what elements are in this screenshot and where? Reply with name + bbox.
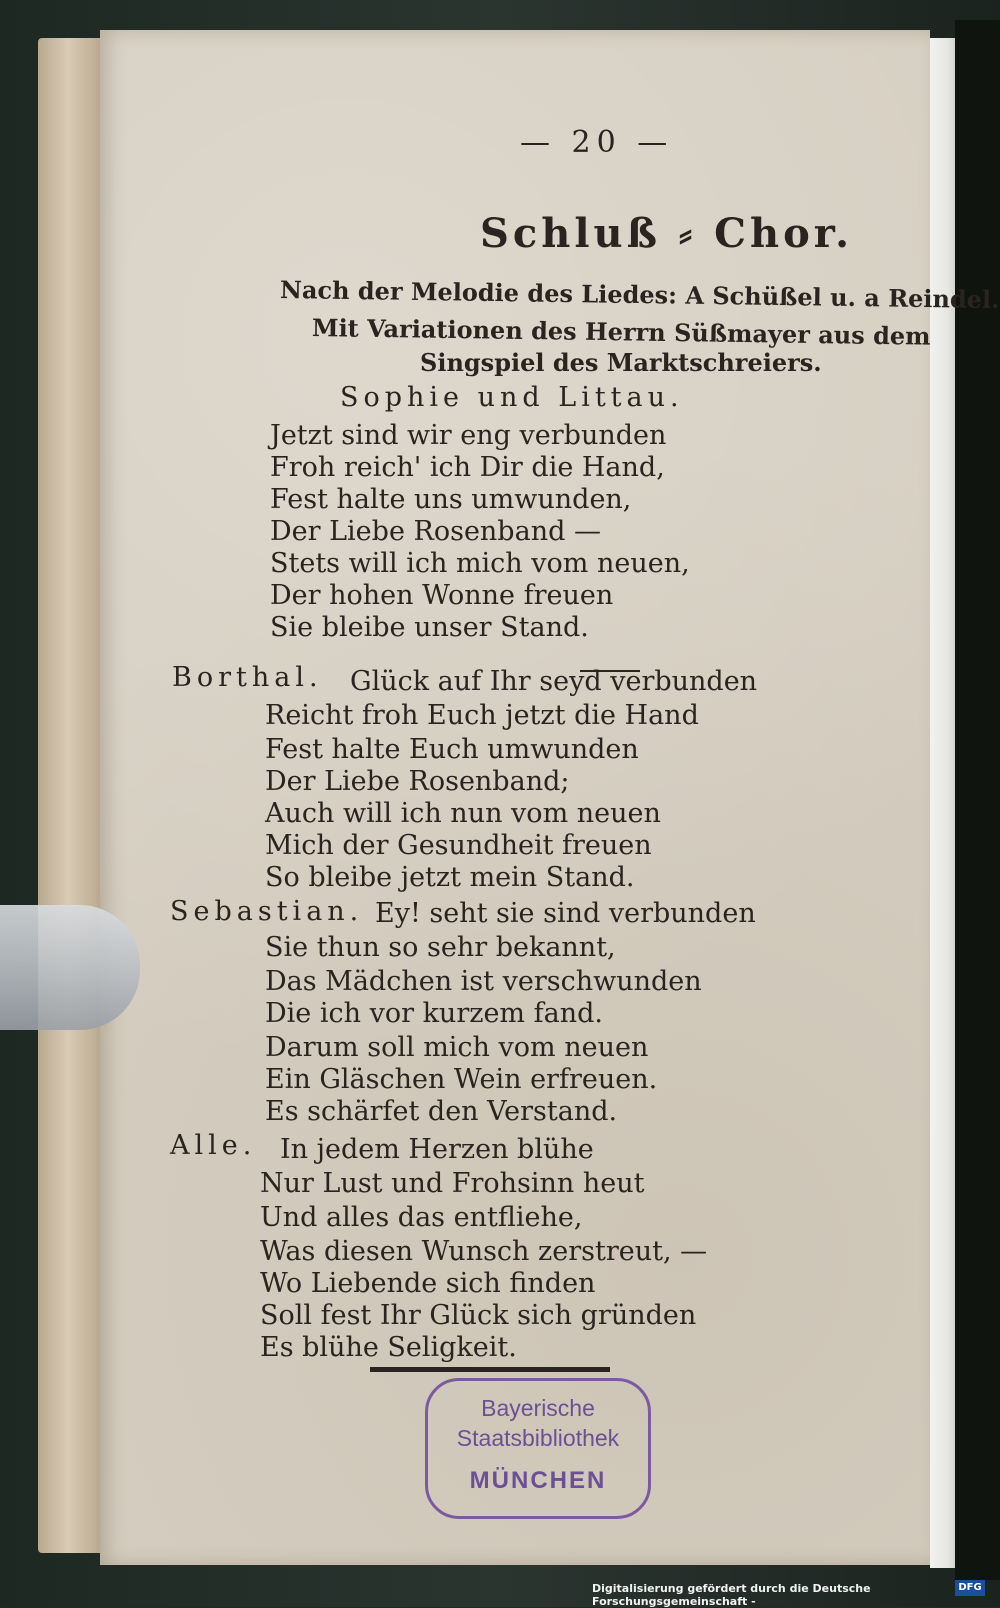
dfg-logo: DFG <box>955 1580 985 1596</box>
page-title: Schluß ⸗ Chor. <box>480 210 854 257</box>
verse-line: Soll fest Ihr Glück sich gründen <box>260 1300 697 1331</box>
verse-line: Es schärfet den Verstand. <box>265 1096 618 1127</box>
verse-line: Fest halte Euch umwunden <box>265 734 639 765</box>
digitization-credit: Digitalisierung gefördert durch die Deutsche Forschungsgemeinschaft - <box>592 1582 871 1608</box>
verse-line: Der hohen Wonne freuen <box>270 580 614 611</box>
verse-line: Reicht froh Euch jetzt die Hand <box>265 700 699 731</box>
verse-line: Nur Lust und Frohsinn heut <box>260 1168 645 1199</box>
page-holder-clip <box>0 905 140 1030</box>
verse-line: Sie bleibe unser Stand. <box>270 612 589 643</box>
verse-line: Es blühe Seligkeit. <box>260 1332 517 1363</box>
verse-line: Wo Liebende sich finden <box>260 1268 596 1299</box>
stamp-line: MÜNCHEN <box>469 1467 607 1494</box>
verse-line: Die ich vor kurzem fand. <box>265 998 603 1029</box>
library-stamp <box>425 1378 651 1519</box>
stamp-line: Bayerische <box>481 1395 595 1421</box>
speaker-name: Borthal. <box>172 662 323 693</box>
verse-line: Mich der Gesundheit freuen <box>265 830 652 861</box>
book-page <box>100 30 1000 1565</box>
speaker-name: Sebastian. <box>170 896 364 927</box>
verse-line: Jetzt sind wir eng verbunden <box>270 420 667 451</box>
verse-line: Das Mädchen ist verschwunden <box>265 966 702 997</box>
verse-line: Sie thun so sehr bekannt, <box>265 932 616 963</box>
verse-line: Darum soll mich vom neuen <box>265 1032 649 1063</box>
end-rule <box>370 1367 610 1372</box>
verse-line: Der Liebe Rosenband; <box>265 766 570 797</box>
verse-line: Froh reich' ich Dir die Hand, <box>270 452 665 483</box>
verse-line: Was diesen Wunsch zerstreut, — <box>260 1236 708 1267</box>
verse-line: Ein Gläschen Wein erfreuen. <box>265 1064 658 1095</box>
verse-line: Glück auf Ihr seyd verbunden <box>350 666 758 697</box>
verse-line: So bleibe jetzt mein Stand. <box>265 862 635 893</box>
verse-line: Stets will ich mich vom neuen, <box>270 548 690 579</box>
scanner-margin <box>955 20 1000 1580</box>
verse-line: In jedem Herzen blühe <box>280 1134 594 1165</box>
verse-line: Und alles das entfliehe, <box>260 1202 583 1233</box>
speaker-name: Alle. <box>170 1130 257 1161</box>
page-number: — 20 — <box>520 125 674 160</box>
subtitle-line: Mit Variationen des Herrn Süßmayer aus dem <box>311 313 931 351</box>
verse-line: Der Liebe Rosenband — <box>270 516 601 547</box>
subtitle-line: Nach der Melodie des Liedes: A Schüßel u. a Reindel. <box>279 275 1000 315</box>
verse-line: Auch will ich nun vom neuen <box>265 798 661 829</box>
speaker-name: Sophie und Littau. <box>340 382 684 413</box>
subtitle-line: Singspiel des Marktschreiers. <box>420 348 822 377</box>
stamp-line: Staatsbibliothek <box>456 1425 620 1451</box>
verse-line: Fest halte uns umwunden, <box>270 484 632 515</box>
verse-line: Ey! seht sie sind verbunden <box>375 898 756 929</box>
